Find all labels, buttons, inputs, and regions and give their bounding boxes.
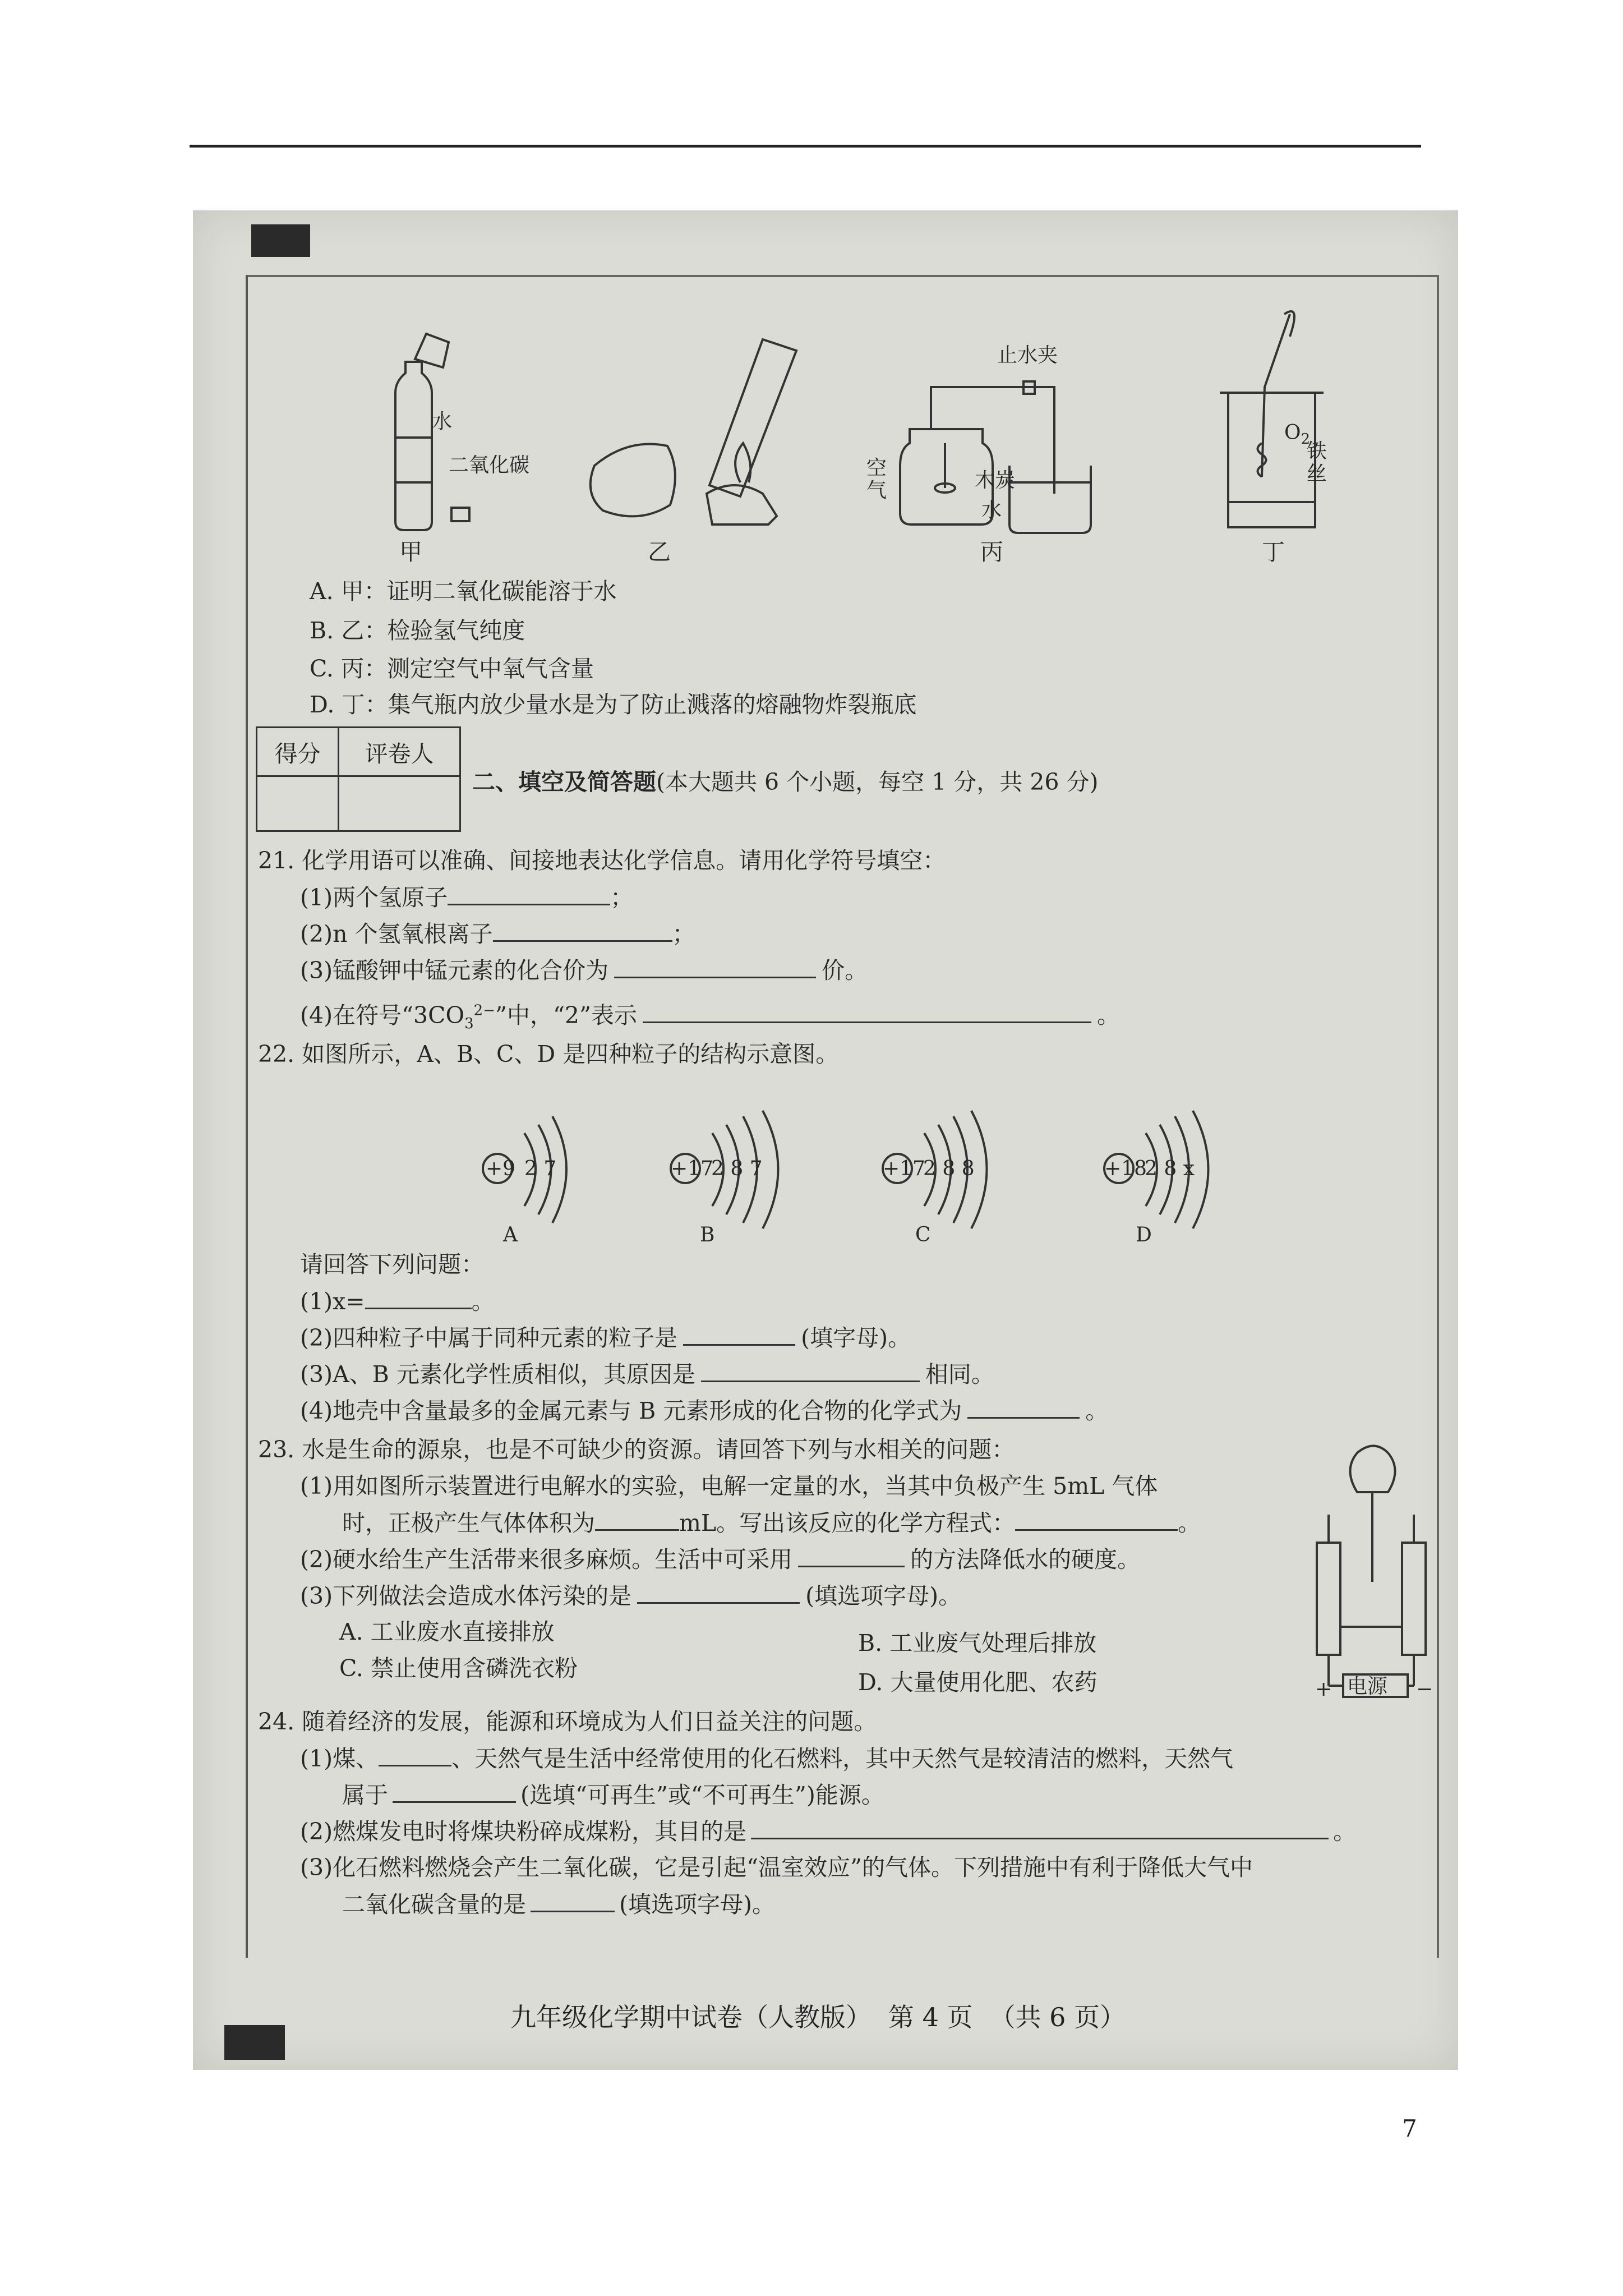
q23-option-c: C. 禁止使用含磷洗衣粉 xyxy=(339,1655,578,1682)
q22-part2: (2)四种粒子中属于同种元素的粒子是 (填字母)。 xyxy=(300,1324,911,1351)
atom-diagrams xyxy=(483,1111,1209,1228)
q24-blank4[interactable] xyxy=(531,1890,615,1912)
q23-option-d: D. 大量使用化肥、农药 xyxy=(858,1669,1098,1696)
q23-option-b: B. 工业废气处理后排放 xyxy=(858,1630,1097,1657)
q24-blank2[interactable] xyxy=(393,1781,516,1803)
o2-label: $O_2$ xyxy=(1284,421,1311,448)
atom-d-shells: 2 8 x xyxy=(1145,1157,1195,1180)
grader-header: 评卷人 xyxy=(339,728,460,776)
clip-label: 止水夹 xyxy=(997,344,1058,367)
power-plus-label: + xyxy=(1315,1678,1332,1701)
q23-blank4[interactable] xyxy=(637,1582,800,1604)
score-table xyxy=(256,726,461,832)
power-minus-label: − xyxy=(1416,1678,1433,1701)
air-label: 空气 xyxy=(866,457,887,502)
q21-part2: (2)n 个氢氧根离子 ； xyxy=(300,921,695,947)
atom-a-shells: 2 7 xyxy=(524,1157,557,1180)
q22-prompt: 请回答下列问题： xyxy=(300,1251,484,1278)
bottle-co2-label: 二氧化碳 xyxy=(449,454,530,477)
q21-blank4[interactable] xyxy=(643,1001,1091,1023)
q22-blank1[interactable] xyxy=(365,1287,472,1309)
q20-option-c: C. 丙：测定空气中氧气含量 xyxy=(310,655,594,682)
atom-c-shells: 2 8 8 xyxy=(923,1157,975,1180)
q22-part4: (4)地壳中含量最多的金属元素与 B 元素形成的化合物的化学式为 。 xyxy=(300,1397,1109,1424)
atom-b-shells: 2 8 7 xyxy=(711,1157,763,1180)
q20-option-b: B. 乙：检验氢气纯度 xyxy=(310,617,525,644)
q23-part3: (3)下列做法会造成水体污染的是 (填选项字母)。 xyxy=(300,1582,962,1609)
q24-part2: (2)燃煤发电时将煤块粉碎成煤粉，其目的是 。 xyxy=(300,1818,1357,1845)
exam-footer: 九年级化学期中试卷（人教版） 第 4 页 （共 6 页） xyxy=(510,2002,1126,2032)
q21-part4: (4)在符号“$3CO_3^{2-}$”中，“2”表示 。 xyxy=(300,1002,1120,1033)
q20-option-a: A. 甲：证明二氧化碳能溶于水 xyxy=(310,578,617,605)
q23-blank2[interactable] xyxy=(1015,1509,1178,1531)
figure-label-yi: 乙 xyxy=(648,539,671,565)
q23-option-a: A. 工业废水直接排放 xyxy=(339,1618,555,1645)
q21-part3: (3)锰酸钾中锰元素的化合价为 价。 xyxy=(300,957,868,984)
q24-part3-line1: (3)化石燃料燃烧会产生二氧化碳，它是引起“温室效应”的气体。下列措施中有利于降低大气中 xyxy=(300,1854,1253,1881)
atom-a-letter: A xyxy=(503,1223,518,1246)
q23-blank1[interactable] xyxy=(595,1509,679,1531)
page-number: 7 xyxy=(1402,2115,1417,2142)
atom-c-letter: C xyxy=(915,1223,931,1246)
atom-b-nucleus: +17 xyxy=(671,1157,713,1180)
score-header: 得分 xyxy=(257,728,339,776)
q23-blank3[interactable] xyxy=(798,1545,905,1567)
q24-stem: 24. 随着经济的发展，能源和环境成为人们日益关注的问题。 xyxy=(258,1708,877,1735)
q23-stem: 23. 水是生命的源泉，也是不可缺少的资源。请回答下列与水相关的问题： xyxy=(258,1436,1015,1463)
electrolysis-apparatus xyxy=(1317,1446,1426,1697)
beaker-water-label: 水 xyxy=(981,499,1002,522)
q24-part1-line2: 属于 (选填“可再生”或“不可再生”)能源。 xyxy=(342,1782,884,1809)
score-cell[interactable] xyxy=(257,776,339,831)
q23-part1-line2: 时，正极产生气体体积为 mL。写出该反应的化学方程式： 。 xyxy=(342,1510,1201,1536)
q24-part3-line2: 二氧化碳含量的是 (填选项字母)。 xyxy=(342,1891,775,1918)
q22-part3: (3)A、B 元素化学性质相似，其原因是 相同。 xyxy=(300,1361,994,1388)
q21-blank3[interactable] xyxy=(614,956,816,978)
q22-blank3[interactable] xyxy=(701,1360,920,1382)
q21-part1: (1)两个氢原子 ； xyxy=(300,884,634,911)
q24-blank1[interactable] xyxy=(379,1745,451,1766)
atom-d-letter: D xyxy=(1136,1223,1152,1246)
q21-blank1[interactable] xyxy=(448,884,610,905)
grader-cell[interactable] xyxy=(339,776,460,831)
q21-stem: 21. 化学用语可以准确、间接地表达化学信息。请用化学符号填空： xyxy=(258,847,946,874)
iron-combustion-apparatus xyxy=(1220,311,1324,527)
atom-a-nucleus: +9 xyxy=(486,1157,516,1180)
atom-c-nucleus: +17 xyxy=(883,1157,925,1180)
q23-part2: (2)硬水给生产生活带来很多麻烦。生活中可采用 的方法降低水的硬度。 xyxy=(300,1546,1141,1573)
q20-option-d: D. 丁：集气瓶内放少量水是为了防止溅落的熔融物炸裂瓶底 xyxy=(310,691,917,718)
power-supply-label: 电源 xyxy=(1347,1675,1388,1698)
q22-part1: (1)x= 。 xyxy=(300,1288,495,1315)
q24-blank3[interactable] xyxy=(751,1818,1329,1839)
atom-d-nucleus: +18 xyxy=(1104,1157,1147,1180)
q23-part1-line1: (1)用如图所示装置进行电解水的实验，电解一定量的水，当其中负极产生 5mL 气体 xyxy=(300,1473,1158,1499)
section-2-heading: 二、填空及简答题(本大题共 6 个小题，每空 1 分，共 26 分) xyxy=(472,769,1099,795)
atom-b-letter: B xyxy=(700,1223,715,1246)
q21-blank2[interactable] xyxy=(493,920,672,942)
hand-testtube-figure xyxy=(591,339,796,524)
charcoal-label: 木炭 xyxy=(975,469,1016,492)
iron-wire-label: 铁丝 xyxy=(1307,440,1327,485)
figure-label-bing: 丙 xyxy=(980,539,1003,565)
figure-label-jia: 甲 xyxy=(399,539,422,565)
q24-part1-line1: (1)煤、 、天然气是生活中经常使用的化石燃料，其中天然气是较清洁的燃料，天然气 xyxy=(300,1745,1234,1772)
q22-stem: 22. 如图所示，A、B、C、D 是四种粒子的结构示意图。 xyxy=(258,1041,839,1068)
bottle-water-label: 水 xyxy=(432,410,453,433)
q22-blank4[interactable] xyxy=(967,1397,1080,1419)
q22-blank2[interactable] xyxy=(683,1324,795,1346)
figure-label-ding: 丁 xyxy=(1262,539,1285,565)
